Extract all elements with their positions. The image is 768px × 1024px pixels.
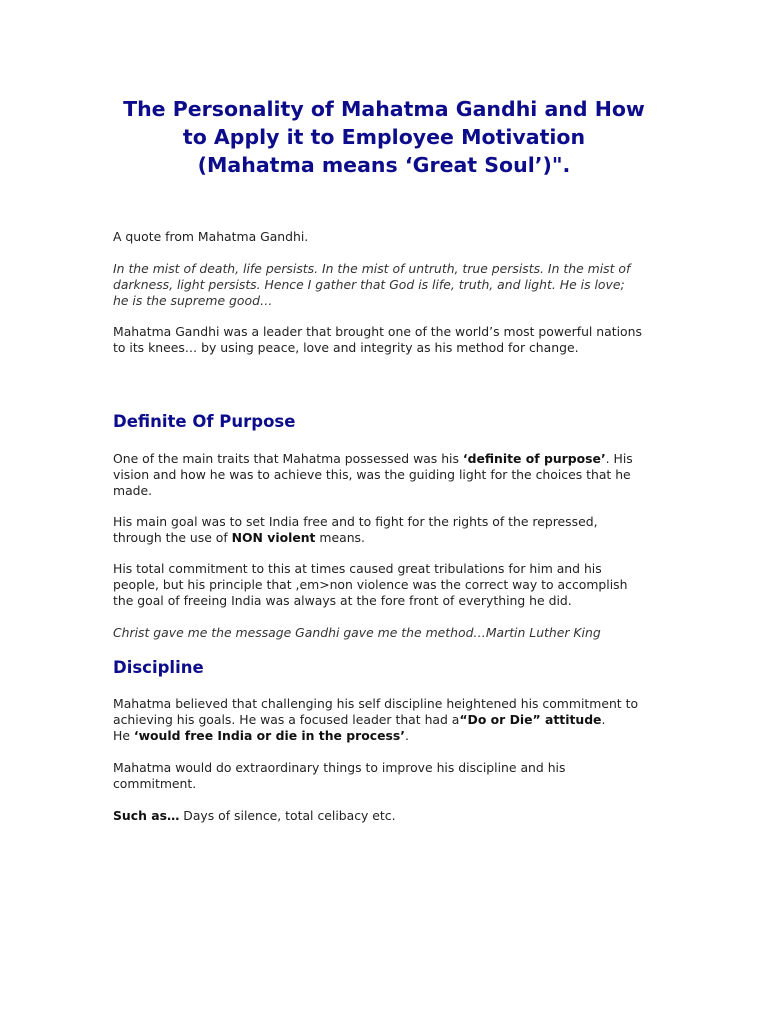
do-or-die-emphasis: “Do or Die” attitude	[459, 712, 602, 727]
intro-paragraph-line-2: to its knees… by using peace, love and integrity as his method for change.	[113, 340, 579, 355]
such-as-emphasis: Such as…	[113, 808, 180, 823]
gandhi-quote	[113, 261, 673, 309]
section-heading-discipline: Discipline	[113, 658, 204, 677]
quote-lead: A quote from Mahatma Gandhi.	[113, 229, 309, 244]
purpose-paragraph-2: His main goal was to set India free and to fight for the rights of the repressed, through the use of NON violent means.	[113, 514, 598, 545]
purpose-paragraph-3: His total commitment to this at times caused great tribulations for him and his people, but his principle that ,em>non violence was the correct way to accomplish the goal of freeing India was always at the fore front of everything he did.	[113, 561, 628, 608]
gandhi-quote-line-1: In the mist of death, life persists. In the mist of untruth, true persists. In the mist of	[113, 261, 631, 276]
discipline-paragraph-1: Mahatma believed that challenging his self discipline heightened his commitment to achieving his goals. He was a focused leader that had a“Do or Die” attitude. He ‘would free India or die in the process’.	[113, 696, 639, 743]
free-india-emphasis: ‘would free India or die in the process’	[133, 728, 405, 743]
purpose-paragraph-1: One of the main traits that Mahatma possessed was his ‘definite of purpose’. His vision and how he was to achieve this, was the guiding light for the choices that he made.	[113, 451, 633, 498]
gandhi-quote-line-3: he is the supreme good…	[113, 293, 273, 308]
discipline-paragraph-2: Mahatma would do extraordinary things to improve his discipline and his commitment.	[113, 760, 566, 791]
non-violent-emphasis: NON violent	[231, 530, 316, 545]
intro-paragraph	[113, 324, 673, 356]
section-heading-definite-of-purpose: Definite Of Purpose	[113, 412, 296, 431]
title-line-1: The Personality of Mahatma Gandhi and How	[123, 97, 645, 121]
title-line-3: (Mahatma means ‘Great Soul’)".	[197, 153, 571, 177]
page-title	[100, 95, 668, 179]
mlk-quote: Christ gave me the message Gandhi gave me the method…Martin Luther King	[113, 625, 601, 640]
definite-of-purpose-emphasis: ‘definite of purpose’	[462, 451, 606, 466]
gandhi-quote-line-2: darkness, light persists. Hence I gather that God is life, truth, and light. He is love;	[113, 277, 625, 292]
title-line-2: to Apply it to Employee Motivation	[182, 125, 586, 149]
intro-paragraph-line-1: Mahatma Gandhi was a leader that brought one of the world’s most powerful nations	[113, 324, 642, 339]
discipline-paragraph-3: Such as… Days of silence, total celibacy etc.	[113, 808, 396, 823]
